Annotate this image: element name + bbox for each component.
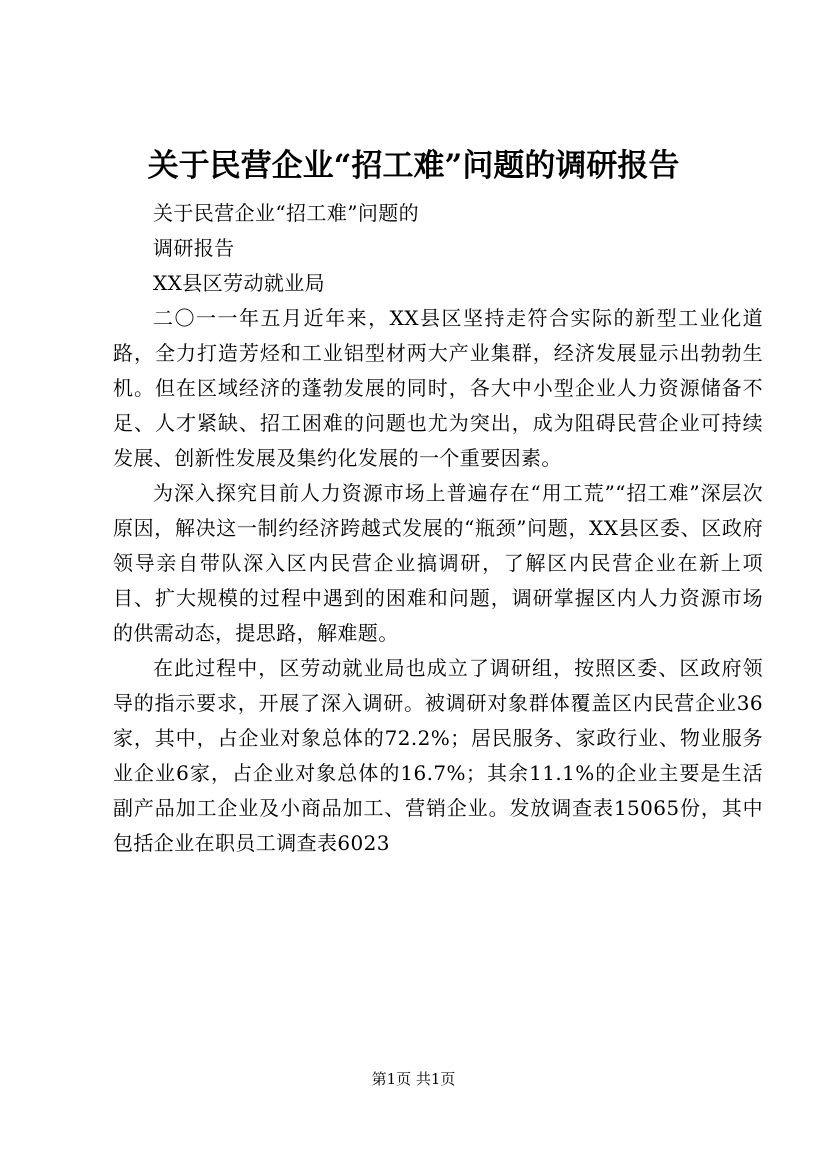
paragraph-subtitle-line-2: 调研报告 bbox=[153, 236, 235, 260]
paragraph-intro: 二〇一一年五月近年来，XX县区坚持走符合实际的新型工业化道路，全力打造芳烃和工业铝型材两大产业集群，经济发展显示出勃勃生机。但在区域经济的蓬勃发展的同时，各大中小型企业人力资源储备不足、人才紧缺、招工困难的问题也尤为突出，成为阻碍民营企业可持续发展、创新性发展及集约化发展的一个重要因素。 bbox=[113, 306, 763, 470]
paragraph-background: 为深入探究目前人力资源市场上普遍存在“用工荒”“招工难”深层次原因，解决这一制约经济跨越式发展的“瓶颈”问题，XX县区委、区政府领导亲自带队深入区内民营企业搞调研，了解区内民营企业在新上项目、扩大规模的过程中遇到的困难和问题，调研掌握区内人力资源市场的供需动态，提思路，解难题。 bbox=[113, 481, 763, 645]
document-body bbox=[113, 196, 763, 861]
paragraph-subtitle-line-1: 关于民营企业“招工难”问题的 bbox=[153, 201, 420, 225]
paragraph-survey: 在此过程中，区劳动就业局也成立了调研组，按照区委、区政府领导的指示要求，开展了深入调研。被调研对象群体覆盖区内民营企业36家，其中，占企业对象总体的72.2%；居民服务、家政行业、物业服务业企业6家，占企业对象总体的16.7%；其余11.1%的企业主要是生活副产品加工企业及小商品加工、营销企业。发放调查表15065份，其中包括企业在职员工调查表6023 bbox=[113, 656, 763, 855]
page-number-footer: 第1页 共1页 bbox=[371, 1070, 456, 1088]
paragraph-author: XX县区劳动就业局 bbox=[153, 271, 326, 295]
document-title: 关于民营企业“招工难”问题的调研报告 bbox=[147, 148, 680, 184]
